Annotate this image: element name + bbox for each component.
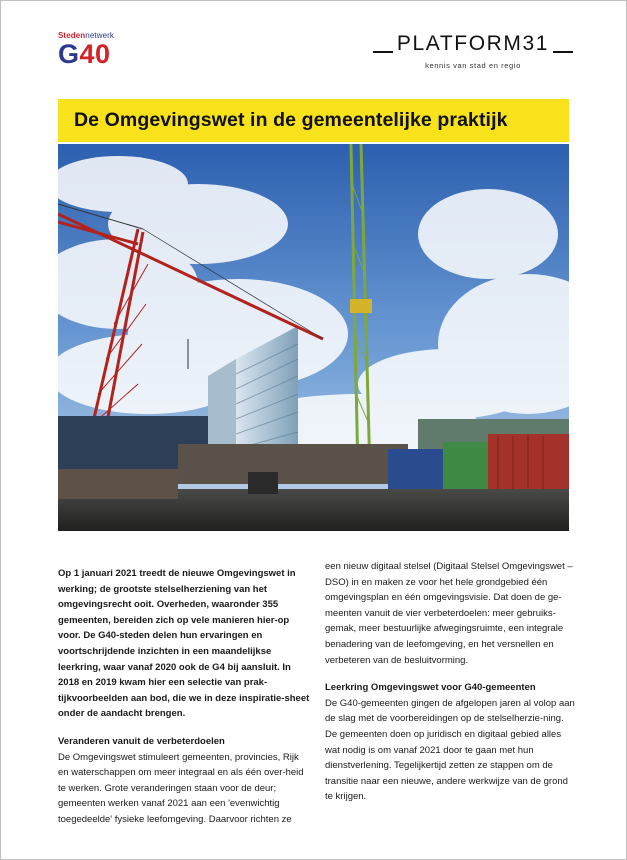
- platform31-tagline: kennis van stad en regio: [425, 61, 521, 70]
- construction-site-photo: [58, 144, 569, 531]
- body-paragraph-continued: een nieuw digitaal stelsel (Digitaal Stelsel Omgevingswet – DSO) in en maken ze voor het hele grondgebied één omgevingsplan en één omgevingsvisie. Dat doen de ge-meenten vanuit de vier verbeterdoelen: meer gebruiks-gemak, meer bestuurlijke afwegingsruimte, een integrale benadering van de leefomgeving, en het versnellen en verbeteren van de besluitvorming.: [325, 561, 573, 666]
- logo-bar-left: [373, 51, 393, 53]
- title-banner: [58, 99, 569, 142]
- platform31-logo-text: PLATFORM31: [396, 32, 550, 55]
- g40-subtitle-prefix: Steden: [58, 31, 86, 40]
- platform31-logo: [373, 32, 573, 70]
- section-heading-leerkring: Leerkring Omgevingswet voor G40-gemeenten: [325, 682, 536, 694]
- g40-logo-number: 40: [79, 39, 111, 69]
- g40-logo: [58, 31, 114, 67]
- g40-subtitle-suffix: netwerk: [85, 31, 114, 40]
- intro-paragraph: Op 1 januari 2021 treedt de nieuwe Omgevingswet in werking; de grootste stelselherziening van het omgevingsrecht ooit. Overheden, waaronder 355 gemeenten, bereiden zich op vele manieren hier-op voor. De G40-steden delen hun ervaringen en voortschrijdende inzichten in een maandelijkse leerkring, waar vanaf 2020 ook de G4 bij aansluit. In 2018 en 2019 kwam hier een selectie van prak-tijkvoorbeelden aan bod, die we in deze inspiratie-sheet onder de aandacht brengen.: [58, 568, 310, 720]
- section-heading-verbeterdoelen: Veranderen vanuit de verbeterdoelen: [58, 735, 225, 747]
- page-title: De Omgevingswet in de gemeentelijke praktijk: [74, 109, 508, 131]
- photo-illustration: [58, 144, 569, 531]
- g40-logo-text: [58, 41, 114, 67]
- right-text-column: [325, 559, 577, 805]
- platform31-logo-text-wrap: [373, 32, 573, 56]
- logo-bar-right: [553, 51, 573, 53]
- g40-logo-letter: G: [58, 39, 80, 69]
- section-body-leerkring: De G40-gemeenten gingen de afgelopen jaren al volop aan de slag met de voorbereidingen op de stelselherzie-ning. De gemeenten doen op juridisch en digitaal gebied alles wat nodig is om vanaf 2021 door te gaan met hun dienstverlening. Tegelijkertijd zetten ze stappen om de transitie naar een nieuwe, andere werkwijze van de grond te krijgen.: [325, 697, 575, 803]
- left-text-column: [58, 566, 310, 828]
- section-body-verbeterdoelen: De Omgevingswet stimuleert gemeenten, provincies, Rijk en waterschappen om meer integraal en als één over-heid te werken. Grote veranderingen staan voor de deur; gemeenten werken vanaf 2021 aan een 'evenwichtig toegedeelde' fysieke leefomgeving. Daarvoor richten ze: [58, 751, 304, 825]
